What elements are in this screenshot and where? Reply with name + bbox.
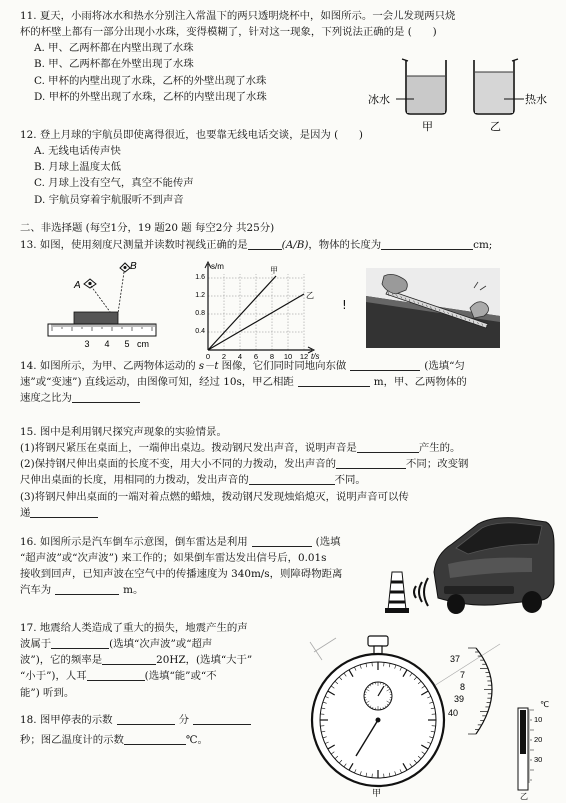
- radar-wave-icon: [414, 578, 428, 606]
- q16-text-4a: 汽车为: [20, 584, 52, 597]
- ruler-tick-label-5: 5: [124, 339, 130, 349]
- x-tick-2: 2: [221, 352, 227, 360]
- q15-blank-1[interactable]: [357, 441, 419, 453]
- y-tick-1-6: 1.6: [195, 274, 205, 281]
- beaker-jia-label: 甲: [422, 121, 433, 132]
- car-bumper: [444, 586, 514, 594]
- eye-b-pupil: [124, 266, 127, 269]
- q17-text-5: 能”) 听到。: [20, 686, 75, 699]
- q13-text-b: ，物体的长度为: [308, 239, 382, 251]
- question-16: [20, 534, 342, 599]
- thermo-tick-label-20: 20: [534, 735, 543, 744]
- q17-text-4b: (选填“能”或“不: [144, 670, 217, 683]
- q17-text-1: 17. 地震给人类造成了重大的损失，地震产生的声: [20, 622, 248, 634]
- sketch-marks: [310, 638, 336, 660]
- q15-text-4: (3)将钢尺伸出桌面的一端对着点燃的蜡烛，拨动钢尺发现烛焰熄灭，说明声音可以传: [20, 490, 409, 503]
- beaker-yi-lip: [512, 59, 518, 61]
- q17-text-3b: 20HZ，(选填“大于”: [156, 654, 253, 667]
- zoom-label-39: 39: [454, 694, 465, 704]
- q18-text-1a: 18. 图甲停表的示数: [20, 714, 113, 726]
- q11-option-d: D. 甲杯的外壁出现了水珠，乙杯的内壁出现了水珠: [34, 90, 267, 103]
- q14-blank-2[interactable]: [298, 375, 370, 387]
- ruler-unit-label: cm: [137, 339, 149, 349]
- zoom-label-7: 7: [460, 670, 466, 680]
- zoom-label-40: 40: [448, 708, 459, 718]
- q12-option-a: A. 无线电话传声快: [34, 145, 121, 158]
- q15-text-2a: (2)保持钢尺伸出桌面的长度不变，用大小不同的力拨动，发出声音的: [20, 458, 337, 471]
- q18-text-2b: ℃。: [185, 734, 208, 747]
- y-tick-0-4: 0.4: [195, 328, 205, 335]
- q14-blank-1[interactable]: [350, 359, 420, 371]
- stopwatch-stem: [374, 646, 382, 654]
- q14-st-symbol: s－t: [198, 360, 219, 372]
- q16-text-1a: 16. 如图所示是汽车倒车示意图，倒车雷达是利用: [20, 536, 248, 548]
- q14-text-2a: 速”或“变速”) 直线运动，由图像可知，经过 10s，甲乙相距: [20, 376, 294, 389]
- thermometer-label: 乙: [520, 792, 528, 800]
- q15-text-1b: 产生的。: [418, 442, 461, 455]
- zoom-label-8: 8: [460, 682, 466, 692]
- q13-blank-1[interactable]: [248, 238, 282, 250]
- thermo-tick-label-10: 10: [534, 715, 543, 724]
- thermometer-figure: [510, 696, 560, 800]
- q14-text-2b: m，甲、乙两物体的: [373, 376, 467, 389]
- cold-water-label: 冰水: [368, 94, 390, 106]
- q14-text-3: 速度之比为: [20, 392, 72, 405]
- ruler-tick-label-4: 4: [104, 339, 110, 349]
- q18-blank-2[interactable]: [193, 713, 251, 725]
- eye-a-label: A: [74, 280, 81, 291]
- eye-a-pupil: [88, 282, 91, 285]
- q15-blank-4[interactable]: [30, 506, 98, 518]
- q11-stem-line1: 11. 夏天，小雨将冰水和热水分别注入常温下的两只透明烧杯中，如图所示。一会儿发现两只烧: [20, 10, 456, 22]
- graph-line-jia: [208, 276, 276, 350]
- q16-text-3: 接收到回声，已知声波在空气中的传播速度为 340m/s，则障碍物距离: [20, 568, 343, 581]
- st-graph: [192, 260, 330, 360]
- beaker-jia-lip: [402, 59, 408, 61]
- q18-blank-1[interactable]: [117, 713, 175, 725]
- stopwatch-pivot: [376, 718, 381, 723]
- q17-text-3a: 波”)，它的频率是: [20, 654, 103, 667]
- q17-blank-1[interactable]: [51, 637, 109, 649]
- q15-text-5: 递: [20, 506, 31, 519]
- q13-blank-2[interactable]: [381, 238, 473, 250]
- q11-stem-line2: 杯的杯壁上都有一部分出现小水珠，变得模糊了，针对这一现象，下列说法正确的是 ( ): [20, 26, 437, 39]
- q12-option-b: B. 月球上温度太低: [34, 161, 121, 174]
- ruler-tick-label-3: 3: [84, 339, 90, 349]
- stopwatch-crown-icon: [368, 636, 388, 646]
- graph-x-label: t/s: [311, 352, 320, 360]
- eye-b-label: B: [130, 261, 137, 272]
- q17-text-2a: 波属于: [20, 638, 52, 651]
- q17-blank-3[interactable]: [87, 669, 145, 681]
- q17-text-4a: “小于”)，人耳: [20, 670, 87, 683]
- y-tick-0-8: 0.8: [195, 310, 205, 317]
- traffic-cone-base: [385, 608, 409, 613]
- q11-option-a: A. 甲、乙两杯都在内壁出现了水珠: [34, 42, 194, 55]
- q13-paren: (A/B): [281, 239, 309, 251]
- graph-line-yi: [208, 294, 304, 350]
- reversing-car-figure: [382, 514, 558, 618]
- q15-text-3a: 尺伸出桌面的长度，用相同的力拨动，发出声音的: [20, 474, 249, 487]
- q16-blank-2[interactable]: [55, 583, 119, 595]
- q14-blank-3[interactable]: [72, 391, 140, 403]
- ruler-figure: [44, 258, 162, 350]
- x-tick-4: 4: [237, 352, 243, 360]
- q11-option-c: C. 甲杯的内壁出现了水珠，乙杯的外壁出现了水珠: [34, 74, 267, 87]
- q14-text-1b: 图像，它们同时同地向东做: [221, 360, 347, 372]
- q16-text-4b: m。: [123, 584, 144, 597]
- q18-text-2a: 秒；图乙温度计的示数: [20, 734, 124, 747]
- q11-option-b: B. 甲、乙两杯都在外壁出现了水珠: [34, 58, 194, 71]
- q15-blank-2[interactable]: [336, 457, 406, 469]
- graph-yi-label: 乙: [306, 291, 314, 300]
- margin-mark: !: [342, 298, 347, 312]
- question-12: [20, 127, 363, 208]
- thermo-tick-label-30: 30: [534, 755, 543, 764]
- ice-water: [407, 76, 445, 113]
- steel-ruler-photo: [366, 268, 500, 348]
- hot-water-label: 热水: [525, 94, 547, 106]
- q12-option-c: C. 月球上没有空气，真空不能传声: [34, 177, 194, 190]
- y-tick-1-2: 1.2: [195, 292, 205, 299]
- graph-jia-label: 甲: [270, 266, 278, 275]
- q15-text-3b: 不同。: [334, 474, 366, 487]
- thermometer-liquid: [520, 710, 526, 754]
- stopwatch-figure: [300, 624, 510, 800]
- x-tick-0: 0: [205, 352, 211, 360]
- stopwatch-label: 甲: [372, 788, 382, 798]
- question-15: [20, 424, 468, 521]
- q14-text-1a: 14. 如图所示，为甲、乙两物体运动的: [20, 360, 196, 372]
- beaker-yi-label: 乙: [490, 121, 501, 132]
- q12-option-d: D. 宇航员穿着宇航服听不到声音: [34, 193, 184, 206]
- x-tick-10: 10: [283, 352, 293, 360]
- question-13: [20, 237, 492, 253]
- hot-water: [475, 72, 513, 113]
- q17-blank-2[interactable]: [102, 653, 156, 665]
- q18-blank-3[interactable]: [124, 733, 186, 745]
- q16-text-1b: (选填: [315, 536, 341, 548]
- q17-text-2b: (选填“次声波”或“超声: [109, 638, 213, 651]
- q15-blank-3[interactable]: [249, 473, 335, 485]
- q13-unit: cm;: [473, 239, 493, 251]
- question-18: [20, 712, 251, 748]
- q15-text-2b: 不同；改变钢: [406, 458, 469, 471]
- q12-stem: 12. 登上月球的宇航员即使离得很近，也要靠无线电话交谈，是因为 ( ): [20, 129, 363, 141]
- question-17: [20, 620, 252, 701]
- car-wheel-right: [522, 591, 542, 613]
- x-tick-12: 12: [299, 352, 309, 360]
- measured-object: [74, 312, 118, 324]
- car-wheel-left: [447, 594, 465, 614]
- q16-blank-1[interactable]: [252, 535, 312, 547]
- question-14: [20, 358, 467, 406]
- scale-zoom-ticks: [468, 648, 492, 734]
- q16-text-2: “超声波”或“次声波”) 来工作的；如果倒车雷达发出信号后，0.01s: [20, 552, 327, 565]
- q15-text-1a: (1)将钢尺紧压在桌面上，一端伸出桌边。拨动钢尺发出声音，说明声音是: [20, 442, 357, 455]
- graph-grid: [208, 274, 304, 350]
- q14-text-1c: (选填“匀: [424, 360, 465, 372]
- zoom-label-37: 37: [450, 654, 461, 664]
- x-tick-8: 8: [269, 352, 275, 360]
- scale-zoom-arc: [476, 648, 492, 734]
- beakers-figure: [368, 52, 560, 132]
- q15-title: 15. 图中是利用钢尺探究声现象的实验情景。: [20, 426, 227, 438]
- x-tick-6: 6: [253, 352, 259, 360]
- q13-text-a: 13. 如图，使用刻度尺测量并读数时视线正确的是: [20, 239, 248, 251]
- q18-text-1b: 分: [178, 714, 189, 726]
- graph-y-label: s/m: [211, 262, 224, 271]
- thermometer-unit: ℃: [540, 700, 549, 709]
- section-2-heading: 二、非选择题 (每空1分，19 题20 题 每空2分 共25分): [20, 222, 275, 234]
